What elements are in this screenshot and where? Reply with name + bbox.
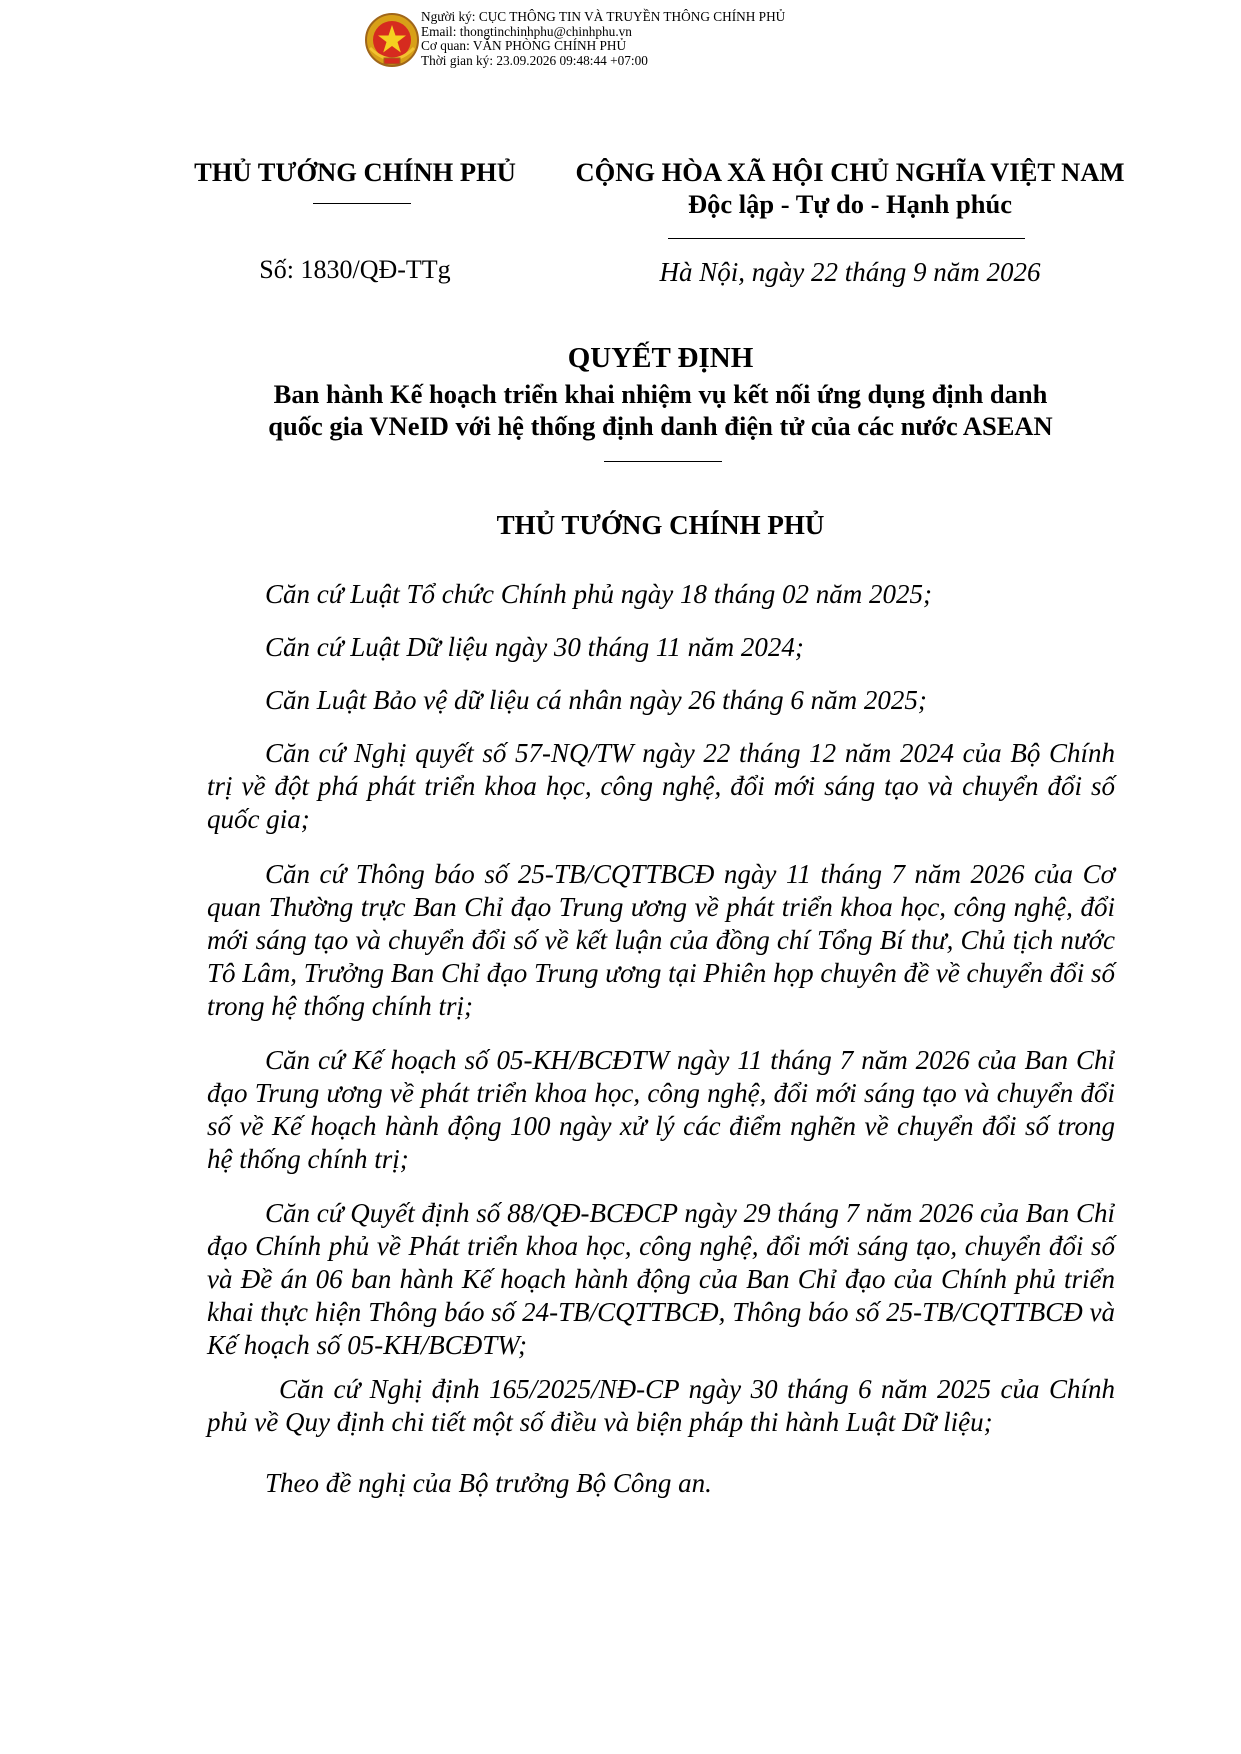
citation-paragraph: Căn cứ Luật Dữ liệu ngày 30 tháng 11 năm 2024; — [265, 632, 804, 662]
citation-paragraph: Căn Luật Bảo vệ dữ liệu cá nhân ngày 26 tháng 6 năm 2025; — [265, 685, 927, 715]
title-underline — [604, 461, 722, 462]
citation-paragraph: Căn cứ Kế hoạch số 05-KH/BCĐTW ngày 11 tháng 7 năm 2026 của Ban Chỉ đạo Trung ương về phát triển khoa học, công nghệ, đổi mới sáng tạo và chuyển đổi số về Kế hoạch hành động 100 ngày xử lý các điểm nghẽn về chuyển đổi số trong hệ thống chính trị; — [207, 1045, 1115, 1174]
signing-time: Thời gian ký: 23.09.2026 09:48:44 +07:00 — [421, 52, 648, 68]
decision-subtitle-line2: quốc gia VNeID với hệ thống định danh điện tử của các nước ASEAN — [268, 411, 1053, 441]
motto-underline — [668, 238, 1025, 239]
decision-subtitle-line1: Ban hành Kế hoạch triển khai nhiệm vụ kết nối ứng dụng định danh — [273, 379, 1048, 409]
citation-paragraph: Căn cứ Luật Tổ chức Chính phủ ngày 18 tháng 02 năm 2025; — [265, 579, 932, 609]
citation-paragraph: Căn cứ Quyết định số 88/QĐ-BCĐCP ngày 29 tháng 7 năm 2026 của Ban Chỉ đạo Chính phủ về Phát triển khoa học, công nghệ, đổi mới sáng tạo, chuyển đổi số và Đề án 06 ban hành Kế hoạch hành động của Ban Chỉ đạo của Chính phủ triển khai thực hiện Thông báo số 24-TB/CQTTBCĐ, Thông báo số 25-TB/CQTTBCĐ và Kế hoạch số 05-KH/BCĐTW; — [207, 1198, 1115, 1360]
national-motto: Độc lập - Tự do - Hạnh phúc — [688, 189, 1012, 219]
authority-heading: THỦ TƯỚNG CHÍNH PHỦ — [496, 510, 825, 540]
citation-paragraph: Căn cứ Thông báo số 25-TB/CQTTBCĐ ngày 11 tháng 7 năm 2026 của Cơ quan Thường trực Ban Chỉ đạo Trung ương về phát triển khoa học, công nghệ, đổi mới sáng tạo và chuyển đổi số về kết luận của đồng chí Tổng Bí thư, Chủ tịch nước Tô Lâm, Trưởng Ban Chỉ đạo Trung ương tại Phiên họp chuyên đề về chuyển đổi số trong hệ thống chính trị; — [207, 859, 1115, 1021]
decision-title: QUYẾT ĐỊNH — [567, 342, 754, 374]
country-title: CỘNG HÒA XÃ HỘI CHỦ NGHĨA VIỆT NAM — [575, 157, 1125, 187]
place-date: Hà Nội, ngày 22 tháng 9 năm 2026 — [659, 257, 1041, 287]
proposal-paragraph: Theo đề nghị của Bộ trưởng Bộ Công an. — [265, 1468, 712, 1498]
vietnam-national-emblem-icon — [364, 12, 420, 68]
signer-agency: Cơ quan: VĂN PHÒNG CHÍNH PHỦ — [421, 38, 627, 53]
issuer-underline — [313, 203, 411, 204]
citation-paragraph: Căn cứ Nghị quyết số 57-NQ/TW ngày 22 tháng 12 năm 2024 của Bộ Chính trị về đột phá phát triển khoa học, công nghệ, đổi mới sáng tạo và chuyển đổi số quốc gia; — [207, 738, 1115, 834]
issuer-title: THỦ TƯỚNG CHÍNH PHỦ — [194, 157, 516, 187]
signer-line: Người ký: CỤC THÔNG TIN VÀ TRUYỀN THÔNG CHÍNH PHỦ — [421, 9, 786, 24]
digital-signature — [364, 10, 884, 70]
signer-email: Email: thongtinchinhphu@chinhphu.vn — [421, 23, 632, 39]
citation-paragraph: Căn cứ Nghị định 165/2025/NĐ-CP ngày 30 tháng 6 năm 2025 của Chính phủ về Quy định chi tiết một số điều và biện pháp thi hành Luật Dữ liệu; — [207, 1374, 1115, 1437]
document-number: Số: 1830/QĐ-TTg — [259, 255, 451, 284]
